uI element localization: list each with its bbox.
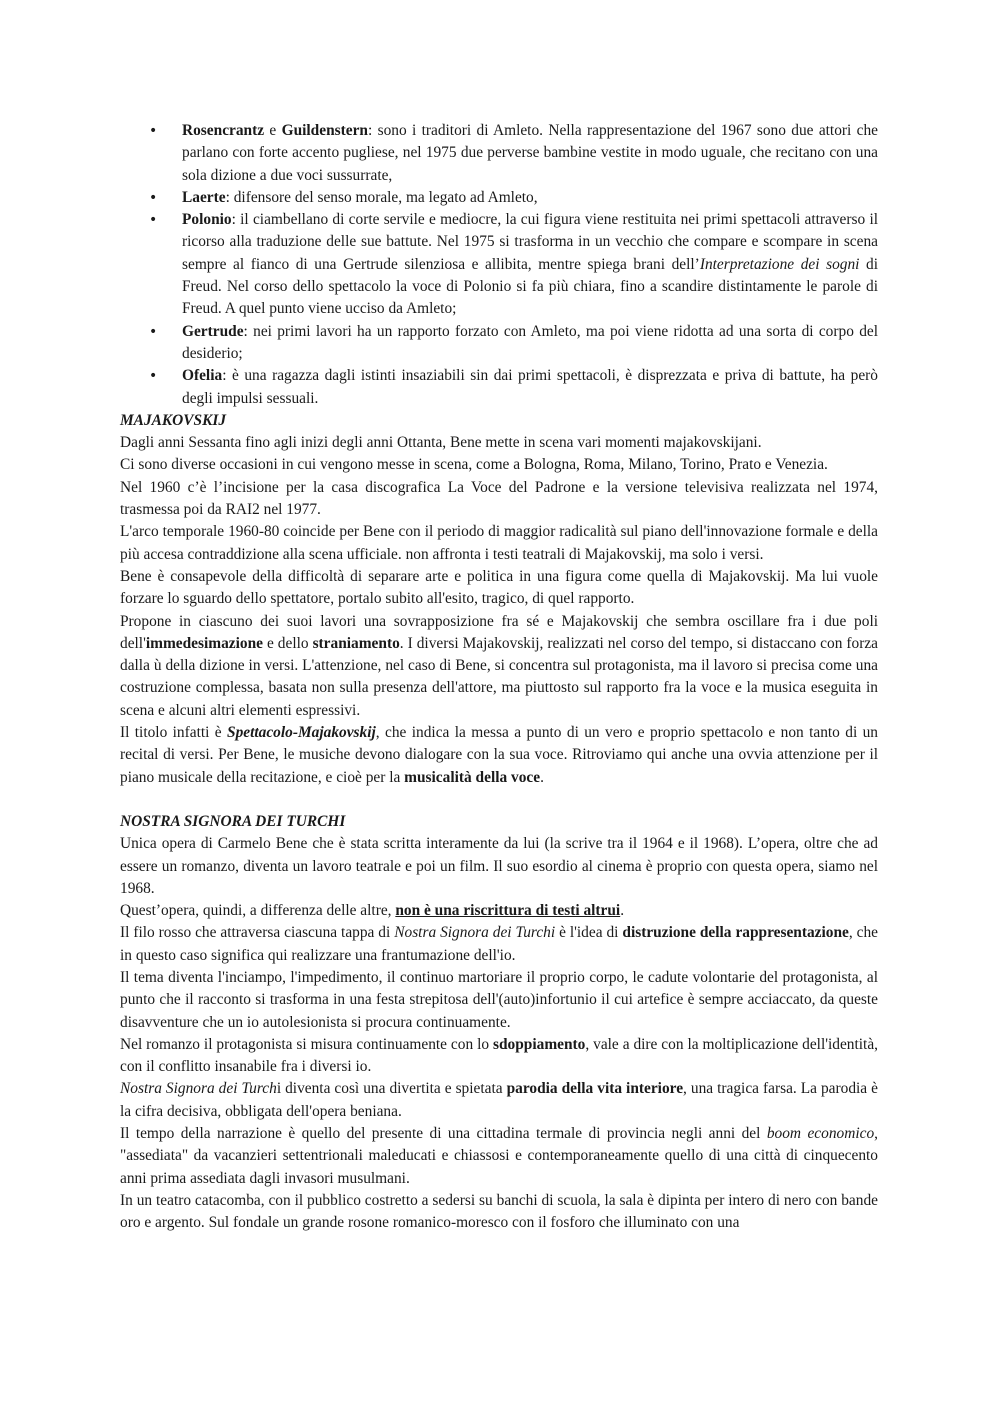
character-name: Polonio bbox=[182, 211, 232, 229]
character-name: Gertrude bbox=[182, 322, 244, 340]
paragraph: In un teatro catacomba, con il pubblico costretto a sedersi su banchi di scuola, la sala è dipinta per intero di nero con bande oro e argento. Sul fondale un grande rosone romanico-moresco con il fosforo che illuminato con una bbox=[120, 1191, 878, 1232]
paragraph: L'arco temporale 1960-80 coincide per Bene con il periodo di maggior radicalità sul piano dell'innovazione formale e della più accesa contraddizione alla scena ufficiale. non affronta i testi teatrali di Majakovskij, ma solo i versi. bbox=[120, 523, 878, 563]
character-name: Rosencrantz bbox=[182, 122, 265, 139]
list-item bbox=[120, 187, 878, 209]
character-name: Laerte bbox=[182, 188, 226, 206]
list-item bbox=[120, 321, 878, 366]
paragraph: Nel 1960 c’è l’incisione per la casa discografica La Voce del Padrone e la versione televisiva realizzata nel 1974, trasmessa poi da RAI2 nel 1977. bbox=[120, 478, 878, 519]
list-item: • Rosencrantz e Guildenstern: sono i traditori di Amleto. Nella rappresentazione del 1967 sono due attori che parlano con forte accento pugliese, nel 1975 due perverse bambine vestite in modo uguale, che recitano con una sola dizione a due voci sussurrate, bbox=[120, 120, 878, 187]
character-description: : il ciambellano di corte servile e mediocre, la cui figura viene restituita nei primi spettacoli attraverso il ricorso alla traduzione delle sue battute. Nel 1975 si trasforma in un vecchio che compare e scompare in scena sempre al fianco di una Gertrude silenziosa e allibita, mentre spiega brani dell’ bbox=[182, 211, 878, 273]
paragraph: Il filo rosso che attraversa ciascuna tappa di Nostra Signora dei Turchi è l'idea di distruzione della rappresentazione, che in questo caso significa qui realizzare una frantumazione dell'io. bbox=[120, 924, 879, 964]
paragraph: Il tempo della narrazione è quello del presente di una cittadina termale di provincia negli anni del boom economico, "assediata" da vacanzieri settentrionali maleducati e chiassosi e contemporaneamente quello di una città di cinquecento anni prima assediata dagli invasori musulmani. bbox=[120, 1125, 878, 1187]
list-item: • Polonio: il ciambellano di corte servile e mediocre, la cui figura viene restituita nei primi spettacoli attraverso il ricorso alla traduzione delle sue battute. Nel 1975 si trasforma in un vecchio che compare e scompare in scena sempre al fianco di una Gertrude silenziosa e allibita, mentre spiega brani dell’Interpretazione dei sogni di Freud. Nel corso dello spettacolo la voce di Polonio si fa più chiara, fino a scandire distintamente le parole di Freud. A quel punto viene ucciso da Amleto; bbox=[120, 209, 878, 320]
document-page bbox=[120, 120, 878, 1235]
blank-line bbox=[120, 789, 878, 811]
character-description: : sono i traditori di Amleto. Nella rappresentazione del 1967 sono due attori che parlano con forte accento pugliese, nel 1975 due perverse bambine vestite in modo uguale, che recitano con una sola dizione a due voci sussurrate, bbox=[182, 122, 878, 184]
character-name: Ofelia bbox=[182, 367, 223, 385]
paragraph: Unica opera di Carmelo Bene che è stata scritta interamente da lui (la scrive tra il 1964 e il 1968). L’opera, oltre che ad essere un romanzo, diventa un lavoro teatrale e poi un film. Il suo esordio al cinema è proprio con questa opera, siamo nel 1968. bbox=[120, 835, 878, 897]
character-list bbox=[120, 120, 878, 410]
paragraph: Nel romanzo il protagonista si misura continuamente con lo sdoppiamento, vale a dire con la moltiplicazione dell'identità, con il conflitto insanabile fra i diversi io. bbox=[120, 1035, 878, 1076]
section-heading-nostra-signora: NOSTRA SIGNORA DEI TURCHI bbox=[120, 812, 346, 830]
list-item bbox=[120, 365, 878, 410]
paragraph: Il titolo infatti è Spettacolo-Majakovskij, che indica la messa a punto di un vero e proprio spettacolo e non tanto di un recital di versi. Per Bene, le musiche devono dialogare con la sua voce. Ritroviamo qui anche una ovvia attenzione per il piano musicale della recitazione, e cioè per la musicalità della voce. bbox=[120, 724, 878, 786]
section-heading-majakovskij: MAJAKOVSKIJ bbox=[120, 411, 227, 429]
paragraph: Propone in ciascuno dei suoi lavori una sovrapposizione fra sé e Majakovskij che sembra oscillare fra i due poli dell'immedesimazione e dello straniamento. I diversi Majakovskij, realizzati nel corso del tempo, si distaccano con forza dalla ù della dizione in versi. L'attenzione, nel caso di Bene, si concentra sul protagonista, ma il lavoro si precisa come una costruzione complessa, basata non sulla presenza dell'attore, ma piuttosto sul rapporto fra la voce e la musica eseguita in scena e alcuni altri elementi espressivi. bbox=[120, 612, 878, 719]
character-description: : nei primi lavori ha un rapporto forzato con Amleto, ma poi viene ridotta ad una sorta di corpo del desiderio; bbox=[182, 322, 878, 362]
paragraph: Il tema diventa l'inciampo, l'impedimento, il continuo martoriare il proprio corpo, le cadute volontarie del protagonista, al punto che il racconto si trasforma in una festa strepitosa dell'(auto)infortunio il cui artefice è sempre acciaccato, da queste disavventure che un io autolesionista si procura continuamente. bbox=[120, 968, 878, 1031]
paragraph: Ci sono diverse occasioni in cui vengono messe in scena, come a Bologna, Roma, Milano, Torino, Prato e Venezia. bbox=[120, 456, 828, 474]
character-description: : difensore del senso morale, ma legato ad Amleto, bbox=[225, 188, 538, 206]
paragraph: Quest’opera, quindi, a differenza delle altre, non è una riscrittura di testi altrui. bbox=[120, 902, 625, 920]
paragraph: Dagli anni Sessanta fino agli inizi degli anni Ottanta, Bene mette in scena vari momenti majakovskijani. bbox=[120, 434, 762, 452]
paragraph: Nostra Signora dei Turchi diventa così una divertita e spietata parodia della vita interiore, una tragica farsa. La parodia è la cifra decisiva, obbligata dell'opera beniana. bbox=[120, 1080, 878, 1120]
character-name: Guildenstern bbox=[281, 122, 368, 139]
character-description: : è una ragazza dagli istinti insaziabili sin dai primi spettacoli, è disprezzata e priva di battute, ha però degli impulsi sessuali. bbox=[182, 367, 878, 407]
paragraph: Bene è consapevole della difficoltà di separare arte e politica in una figura come quella di Majakovskij. Ma lui vuole forzare lo sguardo dello spettatore, portalo subito all'esito, tragico, di quel rapporto. bbox=[120, 567, 878, 608]
